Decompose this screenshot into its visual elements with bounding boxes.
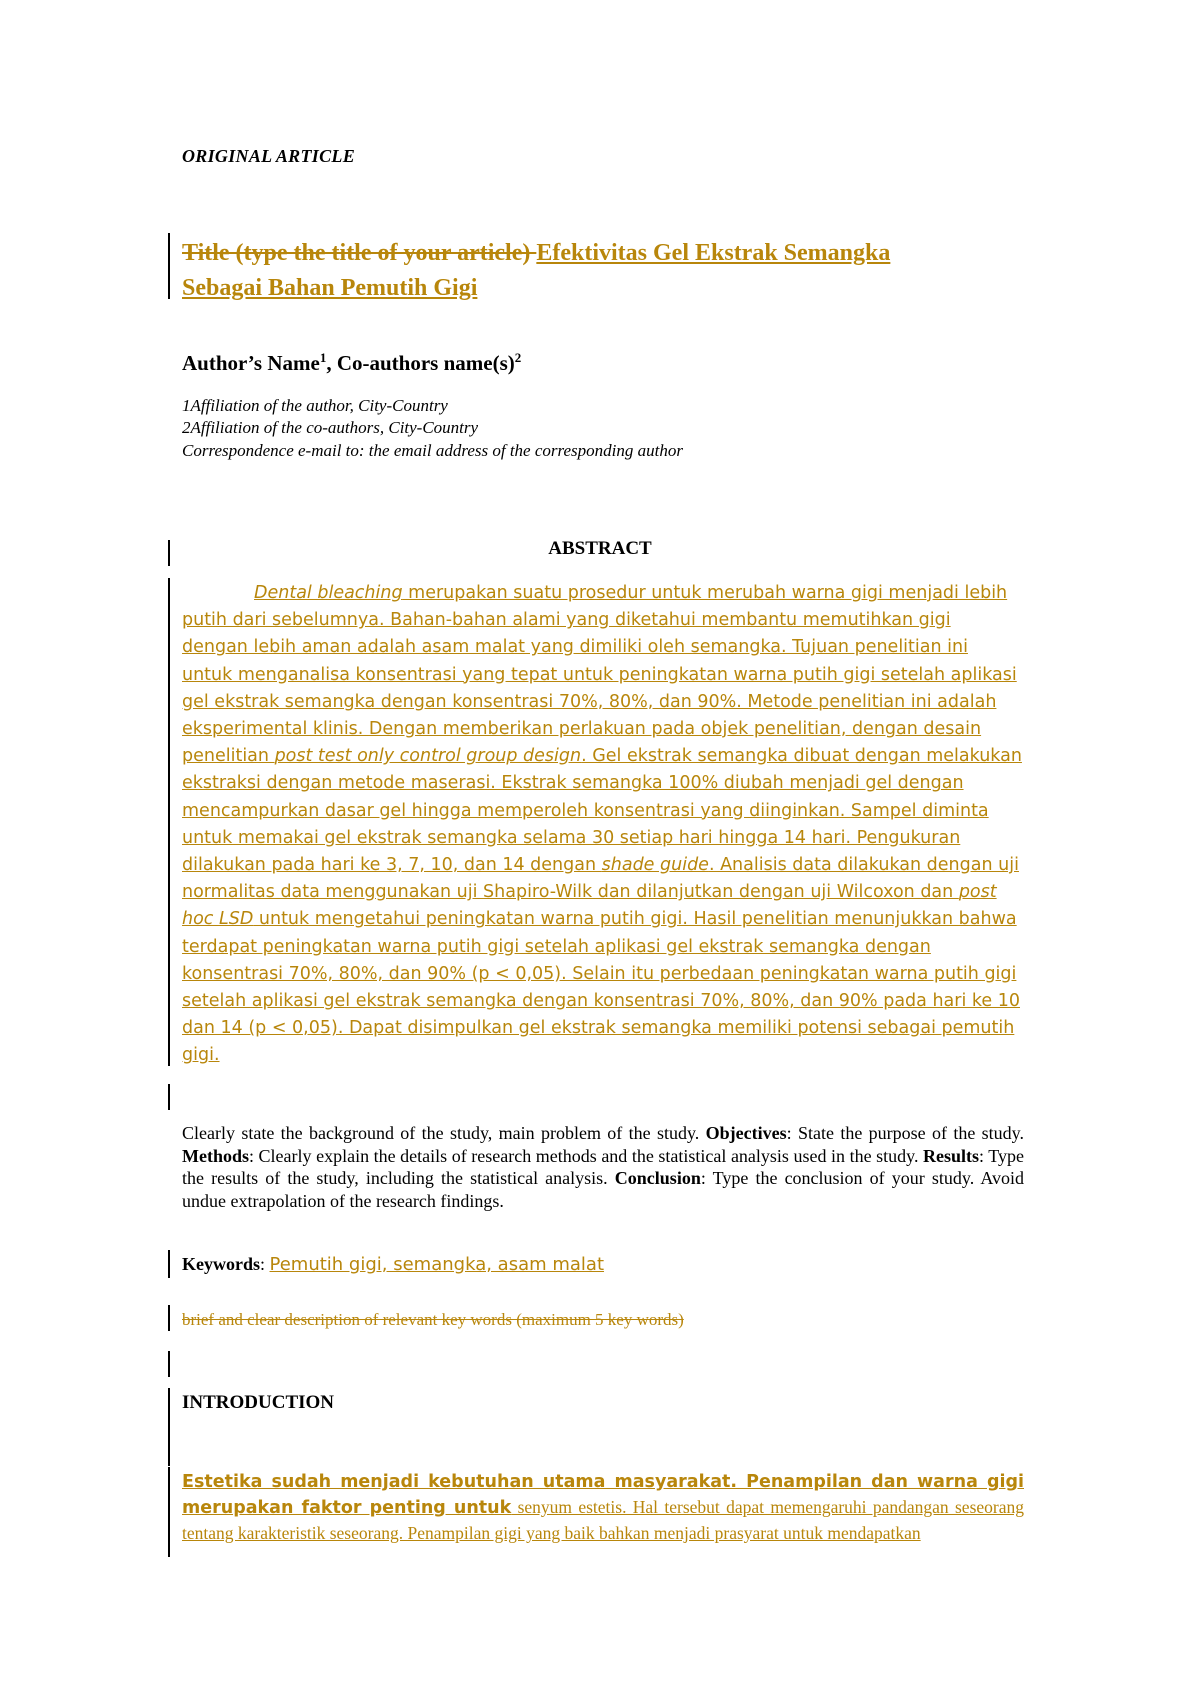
change-bar	[168, 1388, 170, 1466]
methods-label: Methods	[182, 1145, 249, 1166]
article-type: ORIGINAL ARTICLE	[182, 146, 355, 166]
methods-text: : Clearly explain the details of research methods and the statistical analysis used in the study.	[249, 1145, 924, 1166]
co-author-superscript: 2	[514, 350, 522, 365]
introduction-continued-text: senyum estetis. Hal tersebut dapat memengaruhi pandangan seseorang tentang karakteristik seseorang. Penampilan gigi yang baik bahkan menjadi prasyarat untuk mendapatkan	[182, 1497, 1024, 1543]
author-line	[182, 350, 521, 376]
author-superscript: 1	[319, 350, 327, 365]
keywords-values: Pemutih gigi, semangka, asam malat	[269, 1254, 605, 1275]
introduction-heading: INTRODUCTION	[182, 1392, 335, 1413]
change-bar	[168, 1084, 170, 1110]
abstract-italic-term: post test only control group design	[274, 746, 582, 767]
change-bar	[168, 1305, 170, 1331]
conclusion-label: Conclusion	[614, 1168, 701, 1188]
conclusion-text: : Type the conclusion of your study. Avoid undue extrapolation of the research findings.	[182, 1168, 1025, 1211]
abstract-text-segment: . Analisis data dilakukan dengan uji normalitas data menggunakan uji Shapiro-Wilk dan dilanjutkan dengan uji Wilcoxon dan	[182, 855, 1019, 903]
keywords-label: Keywords	[182, 1254, 260, 1274]
article-title	[182, 236, 942, 306]
keywords-line	[182, 1254, 604, 1275]
abstract-italic-term: post hoc LSD	[182, 882, 997, 930]
introduction-text	[182, 1469, 1024, 1546]
title-inserted-text: Efektivitas Gel Ekstrak Semangka Sebagai Bahan Pemutih Gigi	[182, 240, 891, 301]
abstract-text-segment: . Gel ekstrak semangka dibuat dengan melakukan ekstraksi dengan metode maserasi. Ekstrak semangka 100% diubah menjadi gel dengan mencampurkan dasar gel hingga memperoleh konsentrasi yang diinginkan. Sampel diminta untuk memakai gel ekstrak semangka selama 30 setiap hari hingga 14 hari. Pengukuran dilakukan pada hari ke 3, 7, 10, dan 14 dengan	[182, 746, 1022, 876]
change-bar	[168, 233, 170, 299]
change-bar	[168, 1467, 170, 1557]
title-deleted-text: Title (type the title of your article)	[182, 240, 537, 266]
summary-intro: Clearly state the background of the study, main problem of the study.	[182, 1123, 706, 1143]
abstract-italic-term: Dental bleaching	[254, 583, 403, 603]
objectives-label: Objectives	[705, 1123, 787, 1143]
results-text: : Type the results of the study, including the statistical analysis.	[182, 1145, 1025, 1188]
abstract-text-segment: untuk mengetahui peningkatan warna putih gigi. Hasil penelitian menunjukkan bahwa terdapat peningkatan warna putih gigi setelah aplikasi gel ekstrak semangka dengan konsentrasi 70%, 80%, dan 90% (p < 0,05). Selain itu perbedaan peningkatan warna putih gigi setelah aplikasi gel ekstrak semangka dengan konsentrasi 70%, 80%, dan 90% pada hari ke 10 dan 14 (p < 0,05). Dapat disimpulkan gel ekstrak semangka memiliki potensi sebagai pemutih gigi.	[182, 909, 1020, 1066]
change-bar	[168, 1250, 170, 1278]
keywords-deleted-description: brief and clear description of relevant key words (maximum 5 key words)	[182, 1310, 684, 1329]
change-bar	[168, 1351, 170, 1377]
author-name: Author’s Name	[182, 351, 320, 375]
abstract-heading: ABSTRACT	[548, 538, 652, 559]
results-label: Results	[923, 1145, 980, 1166]
affiliation-co-authors: 2Affiliation of the co-authors, City-Country	[182, 418, 479, 437]
keywords-separator: :	[260, 1254, 270, 1274]
objectives-text: : State the purpose of the study.	[786, 1123, 1024, 1143]
abstract-guideline-text	[182, 1122, 1024, 1212]
affiliation-author: 1Affiliation of the author, City-Country	[182, 396, 448, 415]
abstract-text	[182, 580, 1022, 1070]
author-separator: ,	[326, 351, 337, 375]
correspondence-email: Correspondence e-mail to: the email address of the corresponding author	[182, 441, 683, 460]
introduction-inserted-text: Estetika sudah menjadi kebutuhan utama masyarakat. Penampilan dan warna gigi merupakan faktor penting untuk	[182, 1472, 1024, 1518]
co-author-names: Co-authors name(s)	[336, 351, 515, 375]
abstract-italic-term: shade guide	[601, 855, 709, 876]
abstract-text-segment: merupakan suatu prosedur untuk merubah warna gigi menjadi lebih putih dari sebelumnya. Bahan-bahan alami yang diketahui membantu memutihkan gigi dengan lebih aman adalah asam malat yang dimiliki oleh semangka. Tujuan penelitian ini untuk menganalisa konsentrasi yang tepat untuk peningkatan warna putih gigi setelah aplikasi gel ekstrak semangka dengan konsentrasi 70%, 80%, dan 90%. Metode penelitian ini adalah eksperimental klinis. Dengan memberikan perlakuan pada objek penelitian, dengan desain penelitian	[182, 583, 1017, 767]
change-bar	[168, 578, 170, 1066]
